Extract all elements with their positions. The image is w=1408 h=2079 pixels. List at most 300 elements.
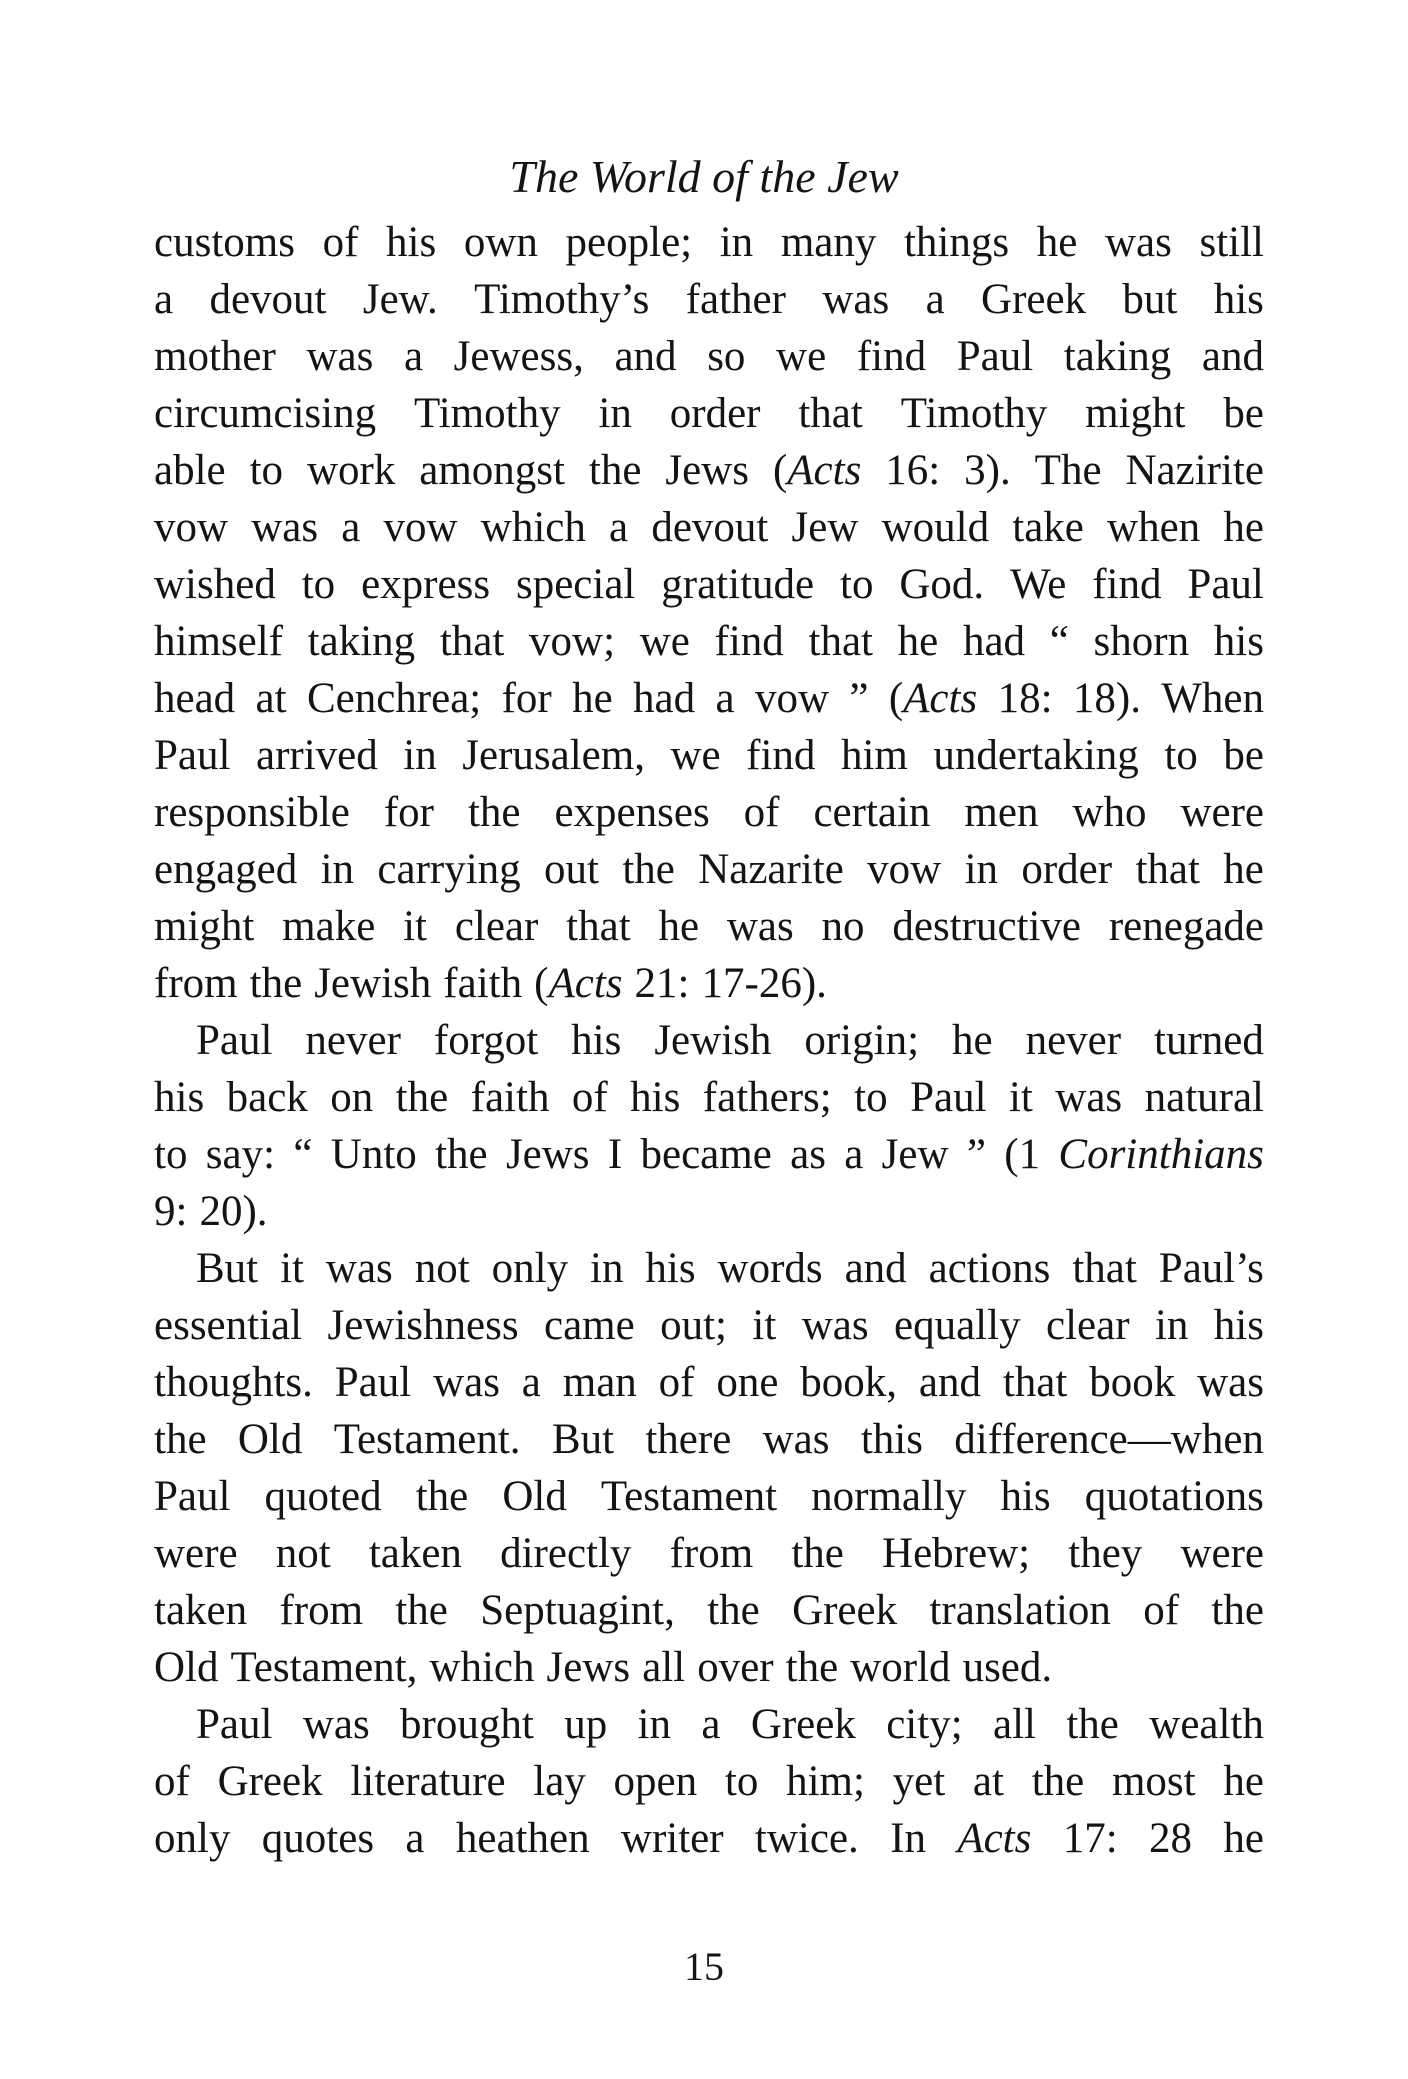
text-run: father [685,276,786,323]
word [1000,1468,1050,1525]
word [933,727,1138,784]
text-run: the [395,1587,448,1634]
word [471,1069,550,1126]
text-run: Testament, [230,1644,418,1691]
text-run: carrying [377,846,521,893]
text-run: but [1122,276,1178,323]
word [822,271,889,328]
word [1143,1582,1179,1639]
text-run: Greek [792,1587,898,1634]
text-run: brought [400,1701,534,1748]
word [802,1297,869,1354]
word [1026,1012,1122,1069]
text-run: order [669,390,761,437]
word [330,1069,373,1126]
word [638,1696,671,1753]
text-run: the [1031,1758,1085,1805]
text-run: of [322,219,359,266]
word [892,898,1081,955]
text-run: a [521,1359,541,1406]
word [154,1468,230,1525]
word [341,499,360,556]
text-run: he [952,1017,993,1064]
text-run: Paul [956,333,1034,380]
word [845,1240,907,1297]
text-run: Jewishness [327,1302,519,1349]
text-run: amongst [419,447,565,494]
word [670,727,720,784]
text-run: ( [534,960,549,1007]
text-run: vow [754,675,830,722]
text-run: was [433,1359,500,1406]
word [350,1753,505,1810]
text-run: Paul [154,732,231,779]
word [414,385,561,442]
word [516,556,635,613]
text-run: thoughts. [154,1359,313,1406]
text-line [154,1639,1264,1696]
word [522,1354,541,1411]
word [640,613,690,670]
text-run: But [196,1245,259,1292]
text-run: undertaking [933,732,1139,779]
text-run: when [1107,504,1201,551]
word [280,1240,304,1297]
word [547,1639,631,1696]
text-run: Paul [1187,561,1264,608]
word [651,499,768,556]
text-run: able [154,447,226,494]
word [609,499,628,556]
text-run: that [1072,1245,1137,1292]
word [1072,784,1146,841]
word [416,1468,469,1525]
word [898,613,939,670]
word [981,271,1086,328]
text-run: over [697,1644,774,1691]
word [661,556,814,613]
word [658,898,699,955]
word [899,556,984,613]
word [433,1354,500,1411]
text-run: engaged [154,846,298,893]
word [262,1810,374,1867]
word [384,499,458,556]
text-run: all [993,1701,1036,1748]
word [154,841,297,898]
word [716,1354,778,1411]
text-run: that [1135,846,1200,893]
word [1092,556,1161,613]
text-run: might [1085,390,1186,437]
text-run: The [1034,447,1102,494]
text-line [154,670,1264,727]
text-run: in [637,1701,671,1748]
text-run: ( [888,675,904,722]
text-run: world [850,1644,951,1691]
word [251,499,318,556]
word [1149,1810,1192,1867]
text-run: the [1211,1587,1264,1634]
word [1063,1810,1118,1867]
text-run: Nazarite [698,846,844,893]
text-line [154,1183,1264,1240]
word [1149,1696,1264,1753]
word [544,1297,635,1354]
word [250,955,303,1012]
word [1214,271,1264,328]
word [154,1753,190,1810]
word [1085,385,1185,442]
word [154,271,173,328]
text-run: his [386,219,437,266]
text-run: from [154,960,238,1007]
word [502,1468,567,1525]
word [804,1012,919,1069]
text-run: wealth [1149,1701,1264,1748]
word [154,784,350,841]
text-run: him; [786,1758,865,1805]
text-run: he [1223,1758,1264,1805]
word [889,670,977,727]
word [1164,727,1197,784]
word [474,271,649,328]
text-run: the [154,1416,207,1463]
text-run: it [403,903,427,950]
word [199,1183,267,1240]
word [665,442,749,499]
word [882,1126,949,1183]
text-run: from [279,1587,364,1634]
word [154,556,276,613]
text-run: the [707,1587,760,1634]
text-run: “ [293,1131,313,1178]
text-run: Testament. [333,1416,521,1463]
word [633,670,695,727]
word [196,1012,272,1069]
word [435,1126,488,1183]
text-run: for [501,675,552,722]
text-run: the [791,1530,844,1577]
word [861,1411,923,1468]
word [963,1639,1053,1696]
text-run: only [491,1245,569,1292]
word [154,1126,187,1183]
text-run: Old [237,1416,303,1463]
text-run: his [1213,1302,1264,1349]
text-run: in [403,732,437,779]
word [901,385,1048,442]
text-run: Greek [981,276,1087,323]
text-run: and [614,333,677,380]
word [403,898,427,955]
text-run: 21: [634,960,690,1007]
word [1154,1012,1264,1069]
text-run: make [282,903,376,950]
word [455,898,539,955]
word [384,784,434,841]
text-line [154,499,1264,556]
word [331,1126,417,1183]
text-run: he [1223,1815,1264,1862]
text-run: 20). [199,1188,268,1235]
word [369,1525,462,1582]
word [1122,271,1177,328]
text-line [154,613,1264,670]
text-run: Timothy’s [474,276,650,323]
word [361,556,490,613]
word [396,1069,449,1126]
word [1112,1753,1196,1810]
word [773,442,861,499]
text-run: he [658,903,700,950]
text-run: were [154,1530,238,1577]
text-run: Timothy [900,390,1048,437]
text-run: the [249,960,303,1007]
text-run: Jewish [314,960,432,1007]
text-run: find [714,618,784,665]
word [1187,556,1263,613]
text-run: only [154,1815,231,1862]
text-run: open [613,1758,698,1805]
word [614,328,676,385]
text-run: 17: [1062,1815,1118,1862]
word [308,613,415,670]
word [1180,1525,1264,1582]
text-run: and [1201,333,1264,380]
text-run: Paul [334,1359,412,1406]
text-run: a [844,1131,864,1178]
word [973,1753,1004,1810]
text-run: faith [443,960,523,1007]
word [993,1696,1036,1753]
word [154,1183,187,1240]
word [752,1297,776,1354]
text-run: that [439,618,505,665]
text-line [154,1525,1264,1582]
word [206,1126,275,1183]
word [1161,670,1264,727]
word [1046,1297,1130,1354]
text-run: Paul [196,1017,273,1064]
word [154,214,295,271]
text-run: for [383,789,434,836]
text-run: not [275,1530,331,1577]
running-title: The World of the Jew [509,151,899,202]
text-run: we [670,732,721,779]
word [335,1354,411,1411]
word [395,1582,448,1639]
word [1032,1753,1085,1810]
text-run: never [1025,1017,1122,1064]
word [707,328,745,385]
text-run: writer [620,1815,724,1862]
word [1004,1126,1040,1183]
word [506,1126,590,1183]
text-line [154,1696,1264,1753]
word [755,670,829,727]
word [589,442,642,499]
word [456,1810,590,1867]
text-run: back [226,1074,308,1121]
text-run: many [780,219,877,266]
text-line [154,328,1264,385]
text-run: had [962,618,1026,665]
word [154,727,230,784]
text-run: in [590,1245,624,1292]
word [554,784,709,841]
text-run: responsible [154,789,350,836]
text-run: which [429,1644,535,1691]
text-run: might [154,903,255,950]
word [840,556,873,613]
text-run: it [280,1245,304,1292]
word [715,613,784,670]
italic-text: Acts [787,447,862,494]
text-run: literature [350,1758,506,1805]
text-run: taken [368,1530,462,1577]
text-run: was [251,504,319,551]
text-run: the [435,1131,488,1178]
text-run: which [480,504,586,551]
word [1202,328,1264,385]
text-run: his [154,1074,205,1121]
word [1009,1069,1033,1126]
word [703,1069,832,1126]
text-run: work [306,447,396,494]
word [434,1012,538,1069]
word [196,1240,258,1297]
text-run: Jew [791,504,859,551]
word [822,898,865,955]
text-run: quotes [261,1815,375,1862]
text-run: one [716,1359,779,1406]
word [462,727,645,784]
text-run: were [1180,1530,1264,1577]
text-run: arrived [255,732,378,779]
text-run: ” [849,675,869,722]
text-run: most [1111,1758,1196,1805]
word [443,955,522,1012]
text-run: it [752,1302,777,1349]
word [707,1582,760,1639]
word [256,670,287,727]
italic-text: Corinthians [1058,1131,1264,1178]
word [725,1753,758,1810]
text-run: actions [928,1245,1051,1292]
word [890,1810,926,1867]
word [1197,1354,1264,1411]
text-run: he [897,618,939,665]
word [321,841,354,898]
word [645,1411,731,1468]
text-run: there [645,1416,732,1463]
word [957,328,1033,385]
text-run: of [743,789,780,836]
page-number: 15 [684,1944,724,1989]
text-run: turned [1154,1017,1264,1064]
text-run: Paul’s [1158,1245,1264,1292]
word [154,499,228,556]
word [1066,1696,1119,1753]
body-text [154,214,1264,1867]
text-line [154,1468,1264,1525]
text-run: we [639,618,690,665]
word [744,784,780,841]
text-line [154,556,1264,613]
word [622,841,675,898]
word [763,1411,830,1468]
word [1223,841,1264,898]
word [967,1126,986,1183]
text-run: not [414,1245,470,1292]
word [314,955,431,1012]
text-run: man [562,1359,637,1406]
word [405,1810,424,1867]
text-run: Jerusalem, [462,732,645,779]
word [377,841,520,898]
word [227,1069,308,1126]
text-run: they [1068,1530,1143,1577]
text-run: the [622,846,675,893]
word [1199,214,1264,271]
text-run: his [645,1245,696,1292]
word [601,1468,777,1525]
word [800,1354,897,1411]
text-run: of [571,1074,608,1121]
text-run: was [1055,1074,1123,1121]
word [751,1696,856,1753]
word [564,1696,607,1753]
text-run: faith [470,1074,550,1121]
word [1214,1297,1264,1354]
word [209,271,326,328]
word [302,556,335,613]
text-run: out [544,846,599,893]
italic-text: Acts [903,675,978,722]
text-run: the [588,447,642,494]
word [1035,442,1102,499]
text-line [154,1240,1264,1297]
text-run: Jew [881,1131,949,1178]
word [957,1810,1031,1867]
text-line [154,214,1264,271]
word [654,1012,771,1069]
text-run: 9: [154,1188,188,1235]
text-run: he [572,675,613,722]
text-run: wished [154,561,276,608]
word [1180,784,1264,841]
text-run: clear [454,903,539,950]
text-line [154,1810,1264,1867]
word [440,613,504,670]
word [1050,613,1069,670]
text-run: the [395,1074,449,1121]
word [1105,214,1172,271]
word [850,1639,950,1696]
word [326,1240,393,1297]
word [1012,499,1084,556]
word [746,727,815,784]
text-run: Paul [196,1701,273,1748]
word [481,499,586,556]
text-run: in [598,390,632,437]
text-run: Testament [600,1473,778,1520]
word [844,1126,863,1183]
word [635,955,690,1012]
text-run: that [798,390,863,437]
text-run: to [840,561,874,608]
